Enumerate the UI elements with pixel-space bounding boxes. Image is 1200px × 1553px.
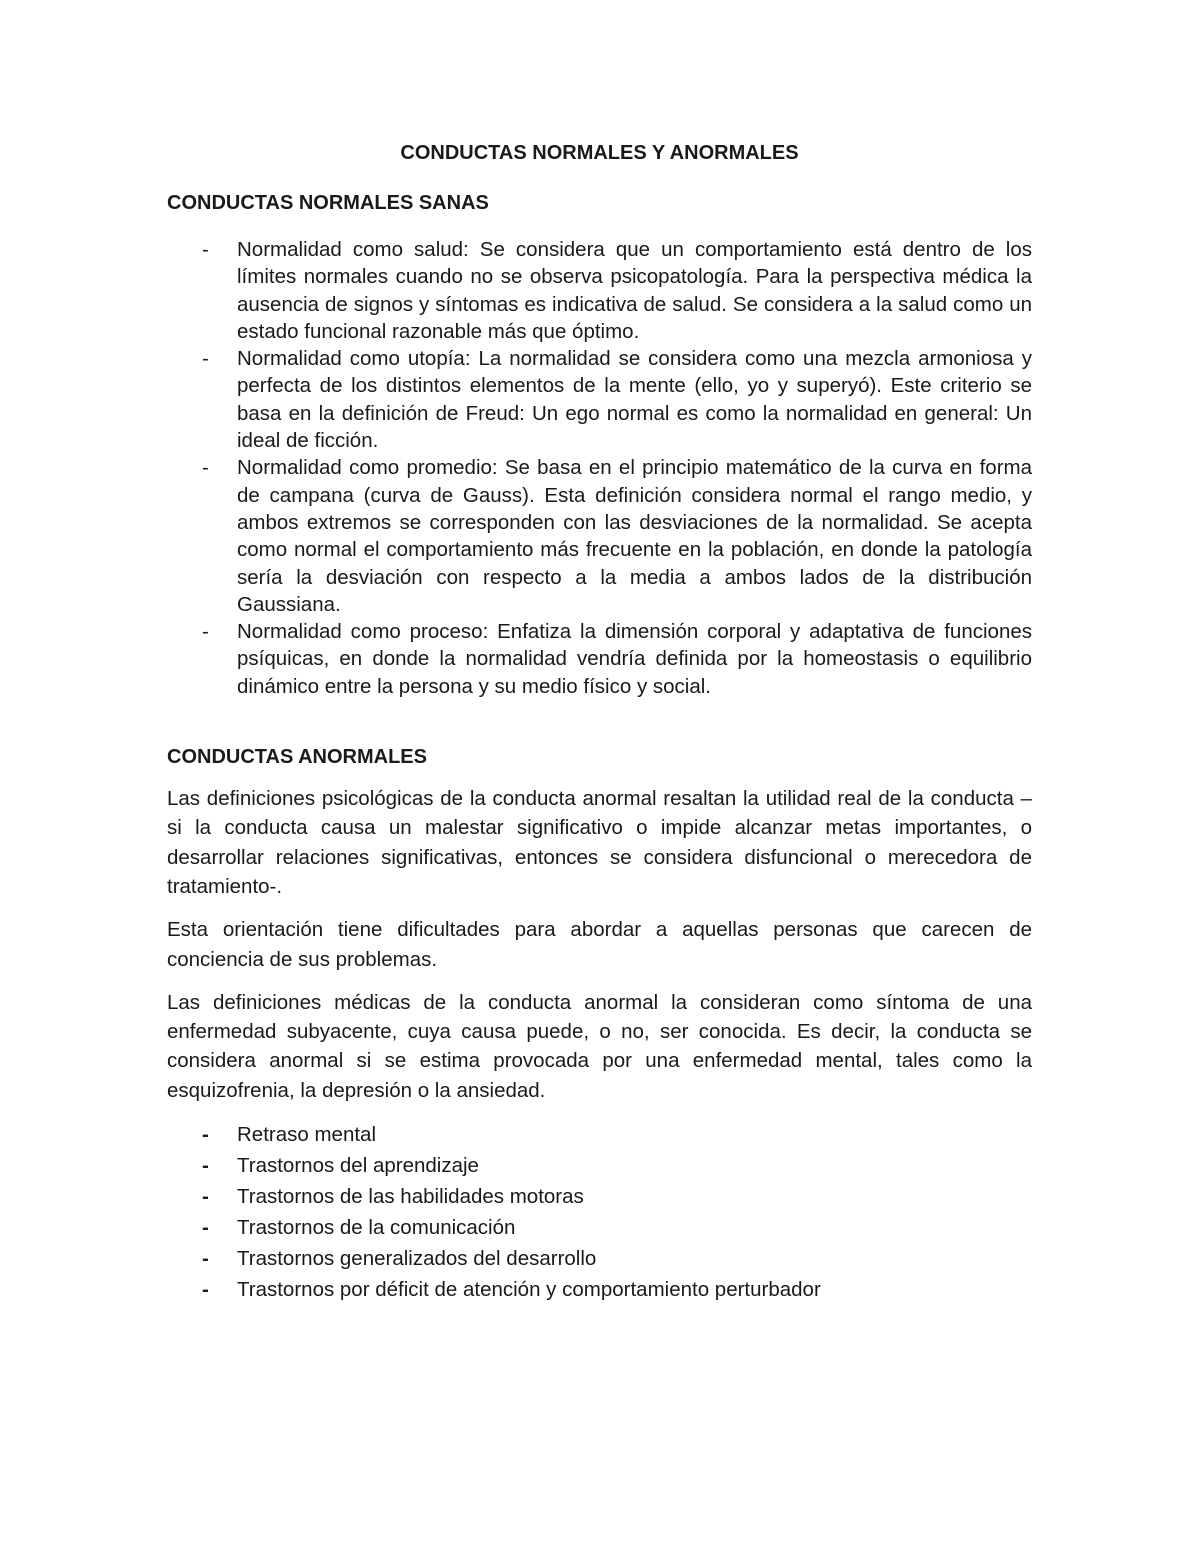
list-item bbox=[167, 454, 1032, 618]
list-item-text: Trastornos de la comunicación bbox=[237, 1216, 516, 1240]
list-item-text: Trastornos generalizados del desarrollo bbox=[237, 1247, 597, 1271]
dash-bullet: - bbox=[202, 1247, 209, 1271]
list-item-text: Retraso mental bbox=[237, 1123, 377, 1147]
list-item bbox=[167, 1119, 1032, 1150]
list-item bbox=[167, 345, 1032, 454]
list-item bbox=[167, 1212, 1032, 1243]
list-item-text: Normalidad como promedio: Se basa en el principio matemático de la curva en forma de campana (curva de Gauss). Esta definición considera normal el rango medio, y ambos extremos se corresponden con las desviaciones de la normalidad. Se acepta como normal el comportamiento más frecuente en la población, en donde la patología sería la desviación con respecto a la media a ambos lados de la distribución Gaussiana. bbox=[237, 456, 1032, 616]
list-item-text: Normalidad como salud: Se considera que un comportamiento está dentro de los límites normales cuando no se observa psicopatología. Para la perspectiva médica la ausencia de signos y síntomas es indicativa de salud. Se considera a la salud como un estado funcional razonable más que óptimo. bbox=[237, 238, 1032, 343]
dash-bullet: - bbox=[202, 1278, 209, 1302]
list-item-text: Normalidad como proceso: Enfatiza la dimensión corporal y adaptativa de funciones psíquicas, en donde la normalidad vendría definida por la homeostasis o equilibrio dinámico entre la persona y su medio físico y social. bbox=[237, 620, 1032, 698]
list-item-text: Trastornos de las habilidades motoras bbox=[237, 1185, 584, 1209]
list-item bbox=[167, 1243, 1032, 1274]
list-item bbox=[167, 1181, 1032, 1212]
dash-bullet: - bbox=[202, 1123, 209, 1147]
list-item bbox=[167, 618, 1032, 700]
section-heading-normales-sanas: CONDUCTAS NORMALES SANAS bbox=[167, 192, 489, 214]
list-item-text: Trastornos por déficit de atención y comportamiento perturbador bbox=[237, 1278, 821, 1302]
paragraph-definiciones-medicas: Las definiciones médicas de la conducta anormal la consideran como síntoma de una enfermedad subyacente, cuya causa puede, o no, ser conocida. Es decir, la conducta se considera anormal si se estima provocada por una enfermedad mental, tales como la esquizofrenia, la depresión o la ansiedad. bbox=[167, 990, 1032, 1102]
paragraph-definiciones-psicologicas: Las definiciones psicológicas de la conducta anormal resaltan la utilidad real de la conducta – si la conducta causa un malestar significativo o impide alcanzar metas importantes, o desarrollar relaciones significativas, entonces se considera disfuncional o merecedora de tratamiento-. bbox=[167, 787, 1032, 898]
list-item bbox=[167, 1150, 1032, 1181]
list-item bbox=[167, 1274, 1032, 1305]
dash-bullet: - bbox=[202, 1185, 209, 1209]
dash-bullet: - bbox=[202, 620, 209, 644]
dash-bullet: - bbox=[202, 347, 209, 371]
document-title: CONDUCTAS NORMALES Y ANORMALES bbox=[400, 142, 799, 164]
dash-bullet: - bbox=[202, 456, 209, 480]
document-page bbox=[167, 140, 1032, 1305]
dash-bullet: - bbox=[202, 238, 209, 261]
trastornos-list bbox=[167, 1119, 1032, 1305]
list-item-text: Normalidad como utopía: La normalidad se considera como una mezcla armoniosa y perfecta de los distintos elementos de la mente (ello, yo y superyó). Este criterio se basa en la definición de Freud: Un ego normal es como la normalidad en general: Un ideal de ficción. bbox=[237, 347, 1032, 453]
dash-bullet: - bbox=[202, 1154, 209, 1178]
list-item-text: Trastornos del aprendizaje bbox=[237, 1154, 479, 1178]
paragraph-orientacion: Esta orientación tiene dificultades para abordar a aquellas personas que carecen de conciencia de sus problemas. bbox=[167, 918, 1032, 971]
dash-bullet: - bbox=[202, 1216, 209, 1240]
normalidad-list bbox=[167, 236, 1032, 700]
section-heading-anormales: CONDUCTAS ANORMALES bbox=[167, 746, 427, 769]
list-item bbox=[167, 236, 1032, 345]
